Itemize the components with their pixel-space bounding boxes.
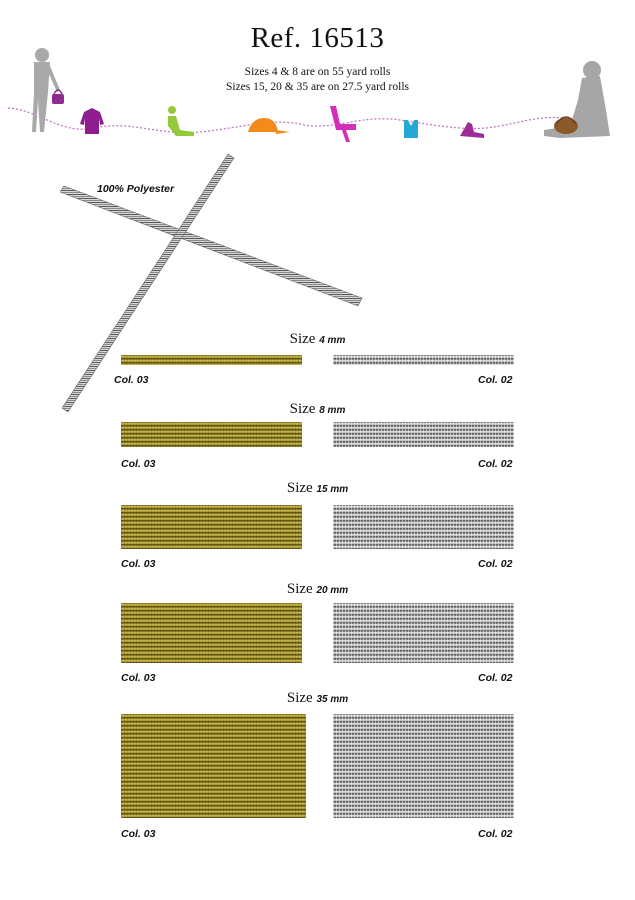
chair-icon <box>330 106 356 142</box>
size-word: Size <box>286 480 313 496</box>
swatch-35mm-gold <box>121 714 306 818</box>
size-heading-35mm <box>0 690 635 707</box>
ribbon-strand-1-icon <box>60 186 362 306</box>
swatch-15mm-gold <box>121 505 302 549</box>
size-value: 4 mm <box>319 335 346 346</box>
size-value: 15 mm <box>316 484 349 495</box>
fashion-banner <box>0 40 635 150</box>
cap-icon <box>248 118 290 134</box>
size-word: Size <box>286 581 313 597</box>
size-heading-15mm <box>0 480 635 497</box>
color-label-gold: Col. 03 <box>121 672 156 684</box>
handbag-icon <box>52 90 64 104</box>
swatch-20mm-silver <box>333 603 514 663</box>
size-heading-4mm <box>0 331 635 348</box>
swatch-8mm-silver <box>333 422 514 447</box>
swatch-8mm-gold <box>121 422 302 447</box>
woman-silhouette-icon <box>32 48 60 132</box>
size-word: Size <box>289 401 316 417</box>
color-label-gold: Col. 03 <box>121 828 156 840</box>
size-value: 35 mm <box>316 694 349 705</box>
material-label: 100% Polyester <box>97 183 175 195</box>
swatch-4mm-gold <box>121 355 302 365</box>
roll-info-line-1: Sizes 4 & 8 are on 55 yard rolls <box>244 66 391 78</box>
color-label-silver: Col. 02 <box>478 374 513 386</box>
color-label-silver: Col. 02 <box>478 558 513 570</box>
size-heading-8mm <box>0 401 635 418</box>
roll-info-line-2: Sizes 15, 20 & 35 are on 27.5 yard rolls <box>225 81 409 93</box>
color-label-gold: Col. 03 <box>121 558 156 570</box>
color-label-gold: Col. 03 <box>114 374 149 386</box>
high-heel-icon <box>460 122 484 138</box>
tank-top-icon <box>404 120 418 138</box>
size-word: Size <box>286 690 313 706</box>
color-label-silver: Col. 02 <box>478 458 513 470</box>
size-value: 20 mm <box>316 585 349 596</box>
color-label-silver: Col. 02 <box>478 672 513 684</box>
page-title: Ref. 16513 <box>250 22 385 54</box>
swatch-4mm-silver <box>333 355 514 365</box>
color-label-silver: Col. 02 <box>478 828 513 840</box>
size-value: 8 mm <box>319 405 346 416</box>
size-word: Size <box>289 331 316 347</box>
size-heading-20mm <box>0 581 635 598</box>
seated-figure-icon <box>168 106 194 136</box>
swatch-15mm-silver <box>333 505 514 549</box>
swatch-20mm-gold <box>121 603 302 663</box>
color-label-gold: Col. 03 <box>121 458 156 470</box>
sweater-icon <box>80 108 104 134</box>
swatch-35mm-silver <box>333 714 514 818</box>
